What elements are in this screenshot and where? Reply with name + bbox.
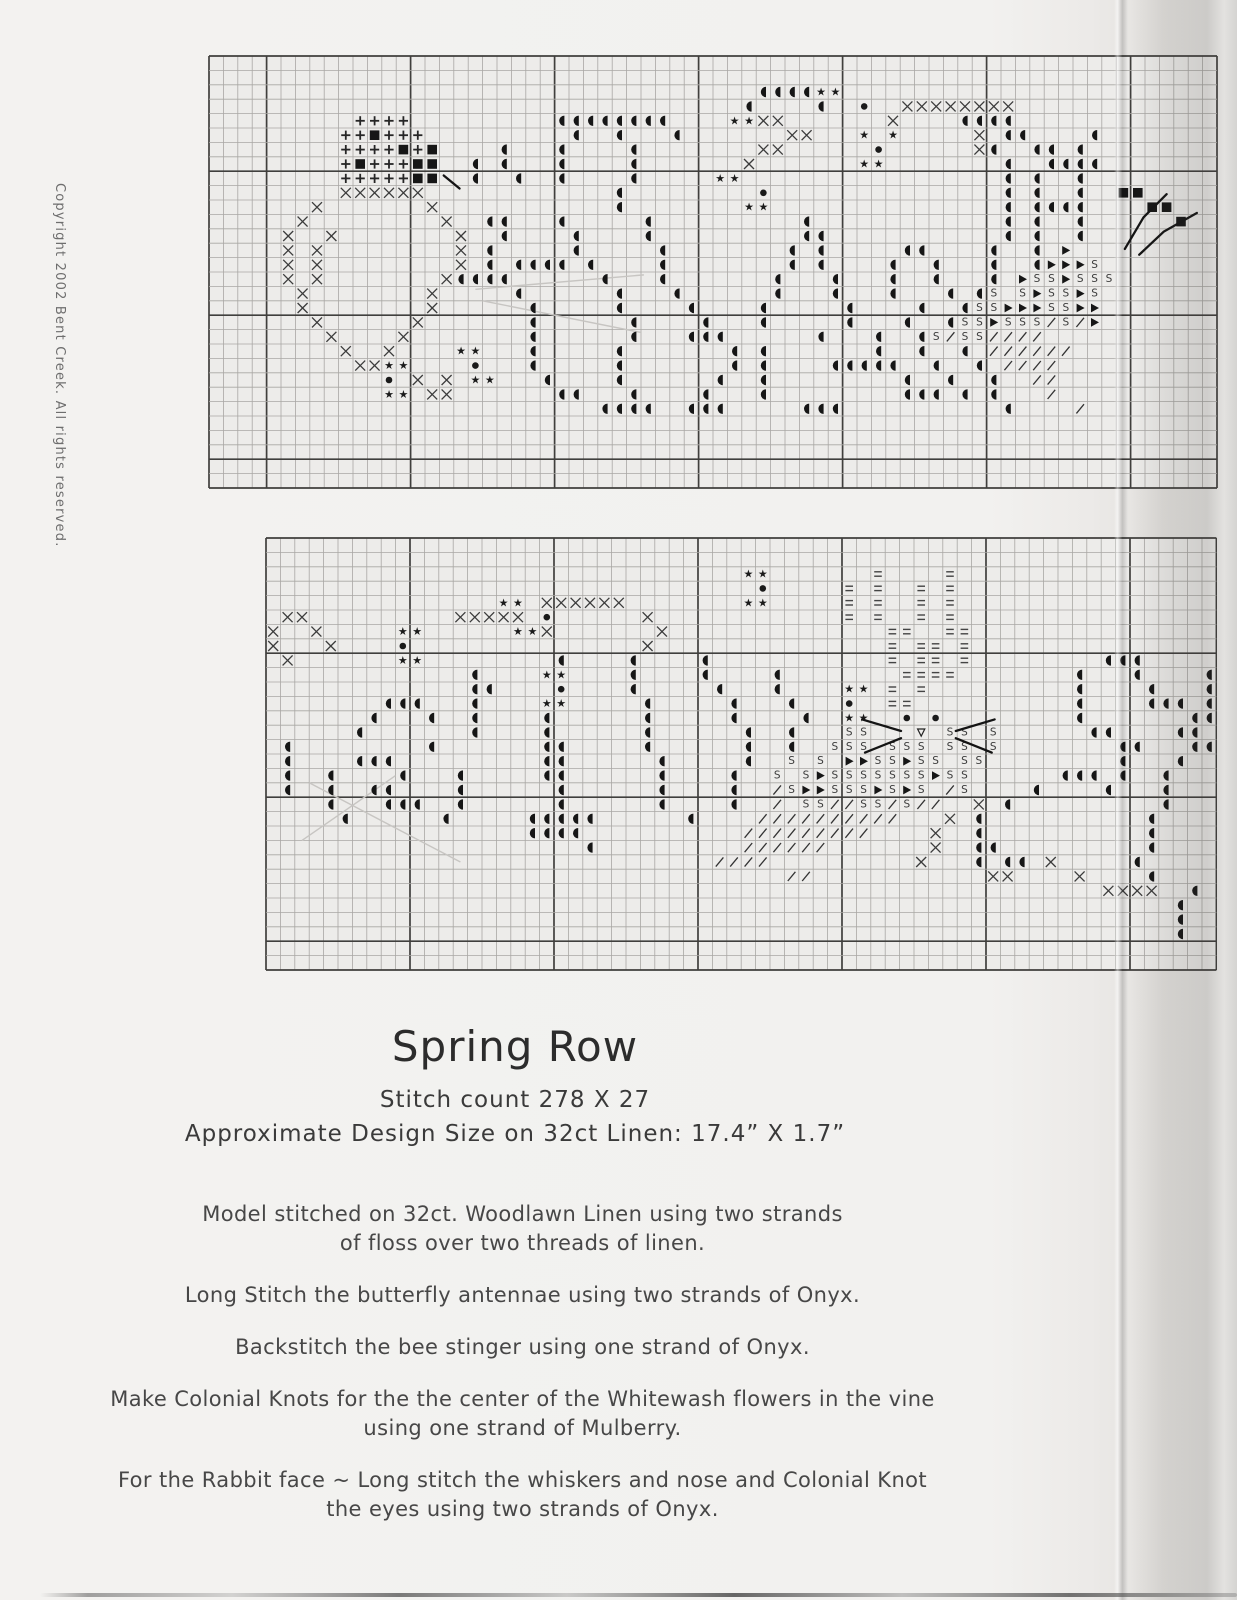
svg-text:★: ★ — [412, 625, 423, 639]
svg-text:★: ★ — [757, 596, 768, 610]
stitch-chart-bottom — [265, 537, 1217, 971]
svg-text:S: S — [946, 769, 954, 782]
svg-text:S: S — [831, 783, 839, 796]
svg-text:S: S — [1062, 302, 1070, 314]
svg-text:S: S — [1048, 302, 1055, 314]
svg-text:S: S — [860, 726, 867, 739]
svg-text:S: S — [845, 783, 853, 796]
svg-text:S: S — [976, 330, 983, 343]
svg-text:★: ★ — [456, 344, 466, 358]
svg-text:★: ★ — [513, 625, 523, 639]
design-size-text: Approximate Design Size on 32ct Linen: 17.4” X 1.7” — [184, 1121, 846, 1147]
stitch-count-text: Stitch count 278 X 27 — [379, 1087, 651, 1113]
svg-text:★: ★ — [858, 711, 869, 725]
svg-text:★: ★ — [513, 596, 523, 610]
svg-text:S: S — [874, 798, 882, 811]
svg-text:S: S — [989, 740, 997, 753]
svg-text:S: S — [845, 740, 853, 753]
svg-text:★: ★ — [744, 114, 754, 128]
svg-text:S: S — [961, 769, 968, 782]
title-block — [0, 1022, 1030, 1147]
svg-text:S: S — [961, 330, 969, 343]
svg-text:S: S — [961, 740, 968, 753]
svg-text:S: S — [831, 740, 839, 753]
svg-text:★: ★ — [830, 85, 841, 99]
svg-text:S: S — [989, 726, 997, 739]
svg-text:★: ★ — [888, 128, 898, 142]
svg-text:★: ★ — [859, 128, 870, 142]
instruction-paragraph: Make Colonial Knots for the the center of the Whitewash flowers in the vine using one strand of Mulberry. — [110, 1387, 935, 1440]
svg-text:S: S — [990, 302, 998, 314]
svg-text:S: S — [802, 798, 810, 811]
svg-text:★: ★ — [498, 596, 509, 610]
page-title: Spring Row — [391, 1022, 639, 1071]
svg-text:★: ★ — [715, 171, 726, 185]
svg-text:S: S — [1091, 258, 1098, 271]
svg-text:S: S — [976, 302, 983, 314]
svg-text:S: S — [1033, 273, 1041, 286]
svg-text:S: S — [932, 330, 940, 343]
svg-text:S: S — [1048, 287, 1055, 300]
svg-text:★: ★ — [844, 711, 855, 725]
svg-text:★: ★ — [858, 682, 869, 696]
svg-text:★: ★ — [397, 653, 408, 667]
svg-text:★: ★ — [729, 171, 740, 185]
svg-text:S: S — [903, 769, 911, 782]
svg-text:S: S — [961, 783, 968, 796]
svg-text:★: ★ — [470, 344, 481, 358]
svg-text:★: ★ — [398, 387, 409, 401]
svg-text:S: S — [917, 769, 925, 782]
svg-text:S: S — [874, 755, 882, 768]
svg-text:S: S — [1076, 273, 1084, 286]
svg-text:S: S — [1048, 273, 1055, 286]
svg-text:★: ★ — [729, 114, 740, 128]
svg-text:S: S — [976, 316, 983, 329]
svg-text:★: ★ — [397, 625, 408, 639]
instructions — [0, 1200, 1045, 1547]
svg-text:S: S — [903, 798, 911, 811]
instruction-paragraph: For the Rabbit face ~ Long stitch the whiskers and nose and Colonial Knot the eyes using two strands of Onyx. — [117, 1468, 928, 1521]
svg-text:S: S — [1091, 287, 1098, 300]
svg-text:★: ★ — [873, 157, 884, 171]
svg-text:★: ★ — [757, 567, 768, 581]
svg-text:S: S — [802, 769, 810, 782]
svg-text:S: S — [1062, 287, 1070, 300]
svg-text:S: S — [845, 769, 853, 782]
stitch-chart-top — [208, 55, 1218, 489]
svg-text:S: S — [860, 783, 867, 796]
svg-text:★: ★ — [470, 373, 481, 387]
instruction-paragraph: Model stitched on 32ct. Woodlawn Linen using two strands of floss over two threads of linen. — [202, 1202, 843, 1255]
svg-text:S: S — [961, 726, 968, 739]
svg-text:S: S — [788, 755, 795, 768]
svg-text:S: S — [889, 769, 896, 782]
svg-text:★: ★ — [744, 200, 754, 214]
svg-text:S: S — [860, 740, 867, 753]
copyright-vertical-text: Copyright 2002 Bent Creek. All rights reserved. — [52, 183, 67, 548]
svg-text:S: S — [1062, 316, 1070, 329]
svg-text:S: S — [946, 740, 954, 753]
svg-text:S: S — [1004, 316, 1012, 329]
instruction-paragraph: Backstitch the bee stinger using one strand of Onyx. — [235, 1335, 810, 1359]
svg-text:S: S — [860, 798, 867, 811]
svg-text:S: S — [889, 783, 896, 796]
svg-text:S: S — [874, 769, 882, 782]
svg-text:★: ★ — [412, 653, 423, 667]
svg-text:S: S — [961, 755, 968, 768]
svg-text:S: S — [961, 316, 969, 329]
svg-text:★: ★ — [398, 359, 409, 373]
svg-text:S: S — [917, 783, 925, 796]
svg-text:★: ★ — [816, 85, 826, 99]
svg-text:S: S — [845, 726, 853, 739]
svg-text:★: ★ — [743, 596, 754, 610]
svg-text:S: S — [903, 740, 911, 753]
svg-text:★: ★ — [384, 359, 394, 373]
svg-text:S: S — [817, 755, 824, 768]
svg-text:★: ★ — [743, 567, 754, 581]
svg-text:★: ★ — [859, 157, 870, 171]
instruction-paragraph: Long Stitch the butterfly antennae using two strands of Onyx. — [184, 1283, 861, 1307]
svg-text:S: S — [889, 740, 896, 753]
svg-text:★: ★ — [484, 373, 495, 387]
svg-text:S: S — [1019, 287, 1026, 300]
svg-text:S: S — [1105, 273, 1113, 286]
svg-text:★: ★ — [556, 697, 567, 711]
svg-text:S: S — [975, 755, 983, 768]
svg-text:★: ★ — [384, 387, 394, 401]
svg-text:★: ★ — [541, 697, 552, 711]
svg-text:S: S — [990, 287, 998, 300]
svg-text:S: S — [831, 769, 839, 782]
svg-text:★: ★ — [844, 682, 855, 696]
svg-text:S: S — [917, 755, 925, 768]
svg-text:S: S — [860, 769, 867, 782]
svg-text:S: S — [817, 798, 824, 811]
svg-text:S: S — [889, 755, 896, 768]
svg-text:S: S — [946, 726, 954, 739]
scan-bottom-edge — [40, 1593, 1237, 1597]
svg-text:S: S — [773, 769, 781, 782]
svg-text:★: ★ — [758, 200, 769, 214]
svg-text:S: S — [788, 783, 795, 796]
svg-text:★: ★ — [556, 668, 567, 682]
svg-text:S: S — [932, 755, 939, 768]
svg-text:S: S — [1033, 316, 1041, 329]
svg-text:★: ★ — [541, 668, 552, 682]
svg-text:S: S — [1091, 273, 1098, 286]
svg-text:S: S — [1019, 316, 1026, 329]
svg-text:S: S — [917, 740, 925, 753]
svg-text:★: ★ — [527, 625, 538, 639]
